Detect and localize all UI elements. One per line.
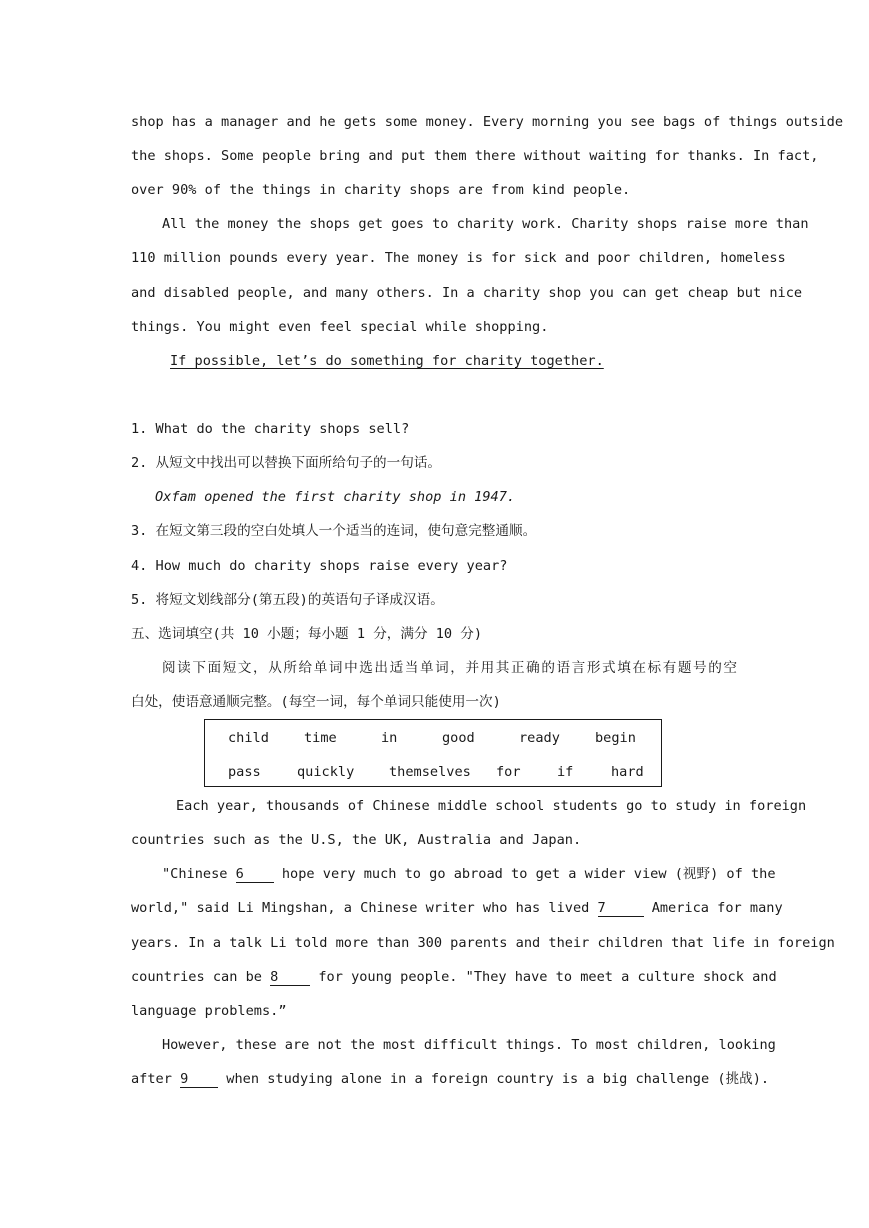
blank-9[interactable]: 9 [180,1071,218,1088]
passage-line: over 90% of the things in charity shops are from kind people. [131,182,631,198]
word-bank-item: ready [519,730,560,746]
passage-line: and disabled people, and many others. In a charity shop you can get cheap but nice [131,285,803,301]
cloze-line [131,1069,770,1089]
cloze-line: countries such as the U.S, the UK, Australia and Japan. [131,832,582,848]
question-2: 2. 从短文中找出可以替换下面所给句子的一句话。 [131,455,442,471]
question-4: 4. How much do charity shops raise every year? [131,558,508,574]
cloze-text: America for many [651,900,783,916]
cloze-text: countries can be [131,969,262,985]
word-bank-item: for [496,764,521,780]
cloze-line [131,967,777,987]
cloze-line [162,864,776,884]
cloze-line [131,898,783,918]
cloze-line: However, these are not the most difficult things. To most children, looking [162,1037,776,1053]
blank-8[interactable]: 8 [270,969,310,986]
word-bank-item: in [381,730,398,746]
cloze-text: after [131,1071,172,1087]
word-bank-item: quickly [297,764,355,780]
cloze-text: "Chinese [162,866,228,882]
cloze-text: when studying alone in a foreign country is a big challenge (挑战). [226,1071,770,1087]
passage-line: the shops. Some people bring and put them there without waiting for thanks. In fact, [131,148,819,164]
instruction-line: 白处，使语意通顺完整。(每空一词，每个单词只能使用一次) [131,694,501,710]
cloze-line: years. In a talk Li told more than 300 parents and their children that life in foreign [131,935,835,951]
word-bank [204,719,662,787]
cloze-text: world," said Li Mingshan, a Chinese writer who has lived [131,900,590,916]
blank-7[interactable]: 7 [598,900,644,917]
word-bank-item: hard [611,764,644,780]
word-bank-item: child [228,730,269,746]
word-bank-item: pass [228,764,261,780]
word-bank-item: begin [595,730,636,746]
word-bank-item: themselves [389,764,471,780]
underlined-sentence [170,351,604,371]
word-bank-row [205,762,661,782]
instruction-line: 阅读下面短文，从所给单词中选出适当单词，并用其正确的语言形式填在标有题号的空 [162,660,737,676]
passage-line: things. You might even feel special while shopping. [131,319,549,335]
question-5: 5. 将短文划线部分(第五段)的英语句子译成汉语。 [131,592,444,608]
word-bank-item: good [442,730,475,746]
question-2-sentence: Oxfam opened the first charity shop in 1947. [155,489,516,505]
word-bank-row [205,728,661,748]
blank-6[interactable]: 6 [236,866,274,883]
passage-line: All the money the shops get goes to charity work. Charity shops raise more than [162,216,809,232]
cloze-text: hope very much to go abroad to get a wider view (视野) of the [281,866,776,882]
section-heading: 五、选词填空(共 10 小题；每小题 1 分，满分 10 分) [131,626,483,642]
word-bank-item: if [557,764,574,780]
passage-line: 110 million pounds every year. The money is for sick and poor children, homeless [131,250,786,266]
cloze-line: language problems.” [131,1003,287,1019]
passage-line: shop has a manager and he gets some money. Every morning you see bags of things outside [131,114,844,130]
question-1: 1. What do the charity shops sell? [131,421,410,437]
cloze-text: for young people. "They have to meet a culture shock and [318,969,777,985]
question-3: 3. 在短文第三段的空白处填人一个适当的连词，使句意完整通顺。 [131,523,537,539]
underlined-text: If possible, let’s do something for charity together. [170,353,604,369]
word-bank-item: time [304,730,337,746]
cloze-line: Each year, thousands of Chinese middle school students go to study in foreign [176,798,807,814]
